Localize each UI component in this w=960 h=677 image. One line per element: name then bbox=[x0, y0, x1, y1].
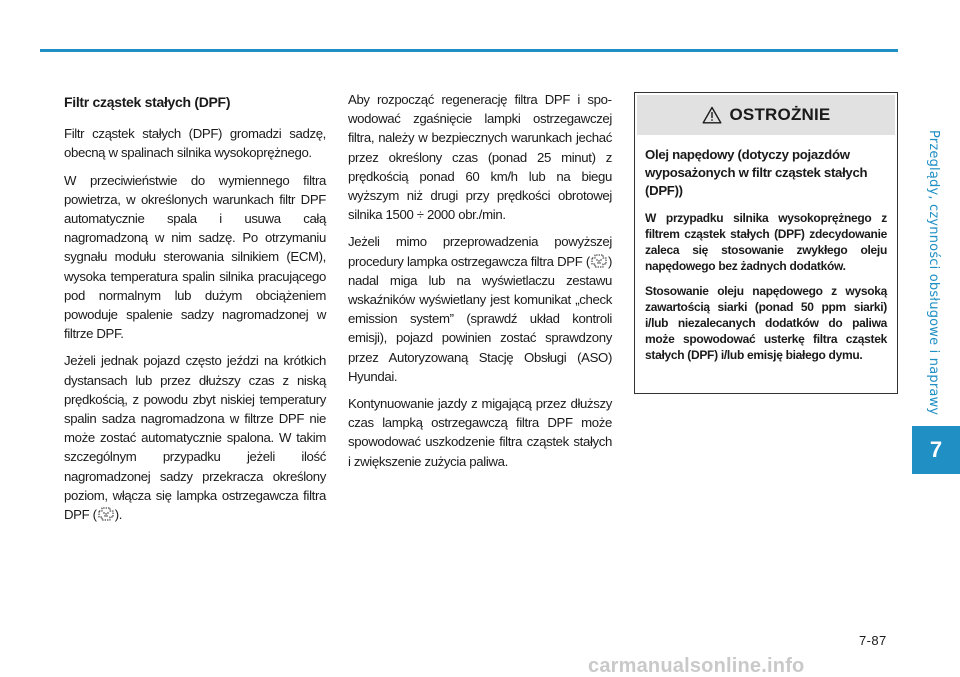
section-title: Filtr cząstek stałych (DPF) bbox=[64, 94, 231, 110]
warning-triangle-icon bbox=[702, 106, 722, 124]
paragraph-intro: Filtr cząstek stałych (DPF) gromadzi sadzę, obecną w spalinach silnika wysokoprężnego. bbox=[64, 126, 326, 161]
caution-title: OSTROŻNIE bbox=[729, 105, 831, 124]
caution-box bbox=[634, 92, 898, 394]
dpf-warning-icon bbox=[98, 507, 114, 521]
paragraph-continued-driving: Kontynuowanie jazdy z migającą przez dłuższy czas lampką ostrzegawczą filtra DPF może spowodować uszkodzenie filtra cząstek stałych i zwiększenie zużycia paliwa. bbox=[348, 396, 612, 469]
page-number: 7-87 bbox=[859, 633, 887, 648]
paragraph-persisting-light bbox=[348, 232, 612, 386]
header-rule bbox=[40, 49, 898, 52]
caution-body bbox=[635, 137, 897, 363]
caution-paragraph-fuel: W przypadku silnika wysokoprężnego z filtrem cząstek stałych (DPF) zdecydowanie zaleca się stosowanie zwykłego oleju napędowego bez żadnych dodatków. bbox=[645, 211, 887, 273]
chapter-side-title: Przeglądy, czynności obsługowe i naprawy bbox=[926, 130, 941, 416]
paragraph-short-trips-text: Jeżeli jednak pojazd często jeździ na krótkich dystansach lub przez dłuższy czas z niską prędkością, z powodu zbyt niskiej temperatury spalin sadza nagromadzona w filtrze DPF nie może zostać automatycznie spalona. W takim szczególnym przypadku jeżeli ilość nagromadzonej sadzy przekracza określony poziom, włącza się lampka ostrzegawcza filtra DPF ( bbox=[64, 353, 326, 523]
paragraph-persisting-tail: ) nadal miga lub na wyświetlaczu zestawu wskaźników wyświetlany jest komunikat „check emission system” (sprawdź układ kontroli emisji), pojazd powinien zostać sprawdzony przez Autoryzowaną Stację Obsługi (ASO) Hyundai. bbox=[348, 253, 612, 384]
paragraph-short-trips bbox=[64, 351, 326, 524]
dpf-warning-icon bbox=[591, 254, 607, 268]
watermark: carmanualsonline.info bbox=[588, 655, 805, 677]
chapter-tab: 7 bbox=[912, 426, 960, 474]
left-column bbox=[64, 90, 326, 524]
paragraph-persisting-head: Jeżeli mimo przeprowadzenia powyższej procedury lampka ostrzegawcza filtra DPF ( bbox=[348, 234, 612, 269]
paragraph-regeneration-procedure: Aby rozpocząć regenerację filtra DPF i spowodować zgaśnięcie lampki ostrzegawczej filtra, należy w bezpiecznych warunkach jechać przez określony czas (ponad 25 minut) z prędkością ponad 60 km/h lub na biegu wyższym niż drugi przy prędkości obrotowej silnika 1500 ÷ 2000 obr./min. bbox=[348, 92, 612, 223]
paragraph-short-trips-tail: ). bbox=[114, 507, 123, 523]
middle-column bbox=[348, 90, 612, 471]
caution-header bbox=[637, 95, 895, 135]
caution-lead: Olej napędowy (dotyczy pojazdów wyposażonych w filtr cząstek stałych (DPF)) bbox=[645, 147, 868, 198]
caution-paragraph-sulfur: Stosowanie oleju napędowego z wysoką zawartością siarki (ponad 50 ppm siarki) i/lub niezalecanych dodatków do paliwa może spowodować usterkę filtra cząstek stałych (DPF) i/lub emisję białego dymu. bbox=[645, 284, 887, 362]
paragraph-regeneration: W przeciwieństwie do wymiennego filtra powietrza, w określonych warunkach filtr DPF automatycznie spala i usuwa całą nagromadzoną w nim sadzę. Po otrzymaniu sygnału modułu sterowania silnikiem (ECM), wysoka temperatura spalin silnika pracującego pod normalnym lub dużym obciążeniem powoduje spalenie sadzy nagromadzonej w filtrze DPF. bbox=[64, 172, 326, 342]
